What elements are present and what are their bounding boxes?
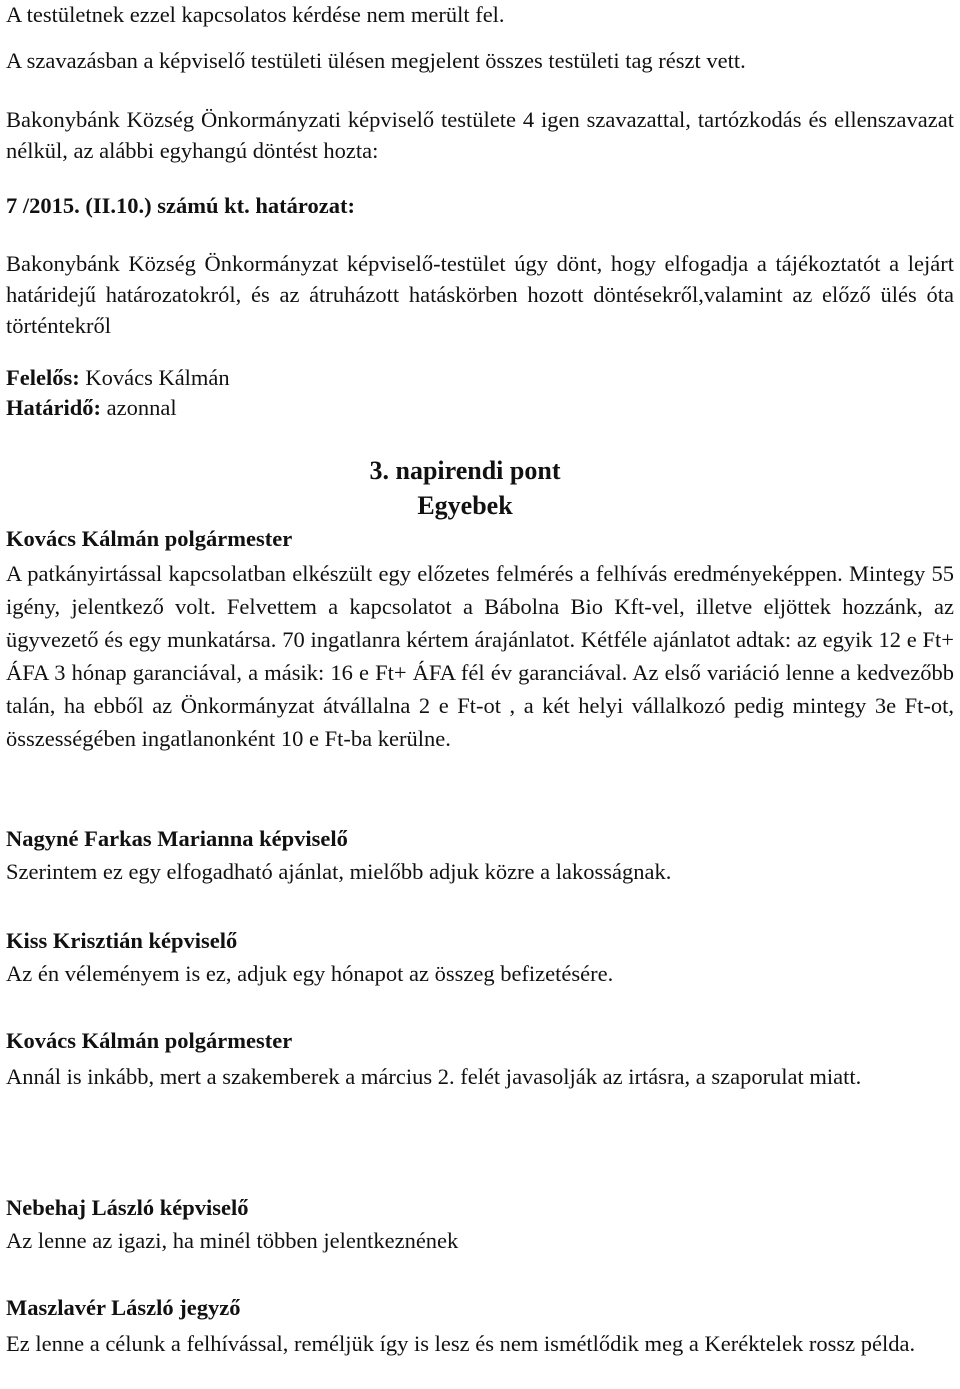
speaker-name: Kovács Kálmán polgármester: [6, 526, 293, 551]
speaker-name: Nebehaj László képviselő: [6, 1195, 249, 1220]
responsible-value: Kovács Kálmán: [79, 365, 230, 390]
resolution-text: Bakonybánk Község Önkormányzat képviselő-testület úgy dönt, hogy elfogadja a tájékoztatót a lejárt határidejű határozatokról, és az átruházott hatáskörben hozott döntésekről,valamint az előző ülés óta történtekről: [6, 251, 954, 338]
deadline-value: azonnal: [101, 395, 177, 420]
speech-text: Az lenne az igazi, ha minél többen jelentkeznének: [6, 1228, 459, 1253]
speech-text: Szerintem ez egy elfogadható ajánlat, mielőbb adjuk közre a lakosságnak.: [6, 859, 672, 884]
agenda-number: 3. napirendi pont: [369, 456, 561, 485]
responsible-label: Felelős:: [6, 365, 80, 390]
deadline-label: Határidő:: [6, 395, 101, 420]
speaker-name: Nagyné Farkas Marianna képviselő: [6, 826, 348, 851]
speaker-name: Kiss Krisztián képviselő: [6, 928, 238, 953]
vote-statement: Bakonybánk Község Önkormányzati képviselő testülete 4 igen szavazattal, tartózkodás és ellenszavazat nélkül, az alábbi egyhangú döntést hozta:: [6, 107, 954, 163]
intro-line-2: A szavazásban a képviselő testületi ülésen megjelent összes testületi tag részt vett.: [6, 48, 746, 73]
deadline-line: [6, 395, 177, 421]
speech-text: Ez lenne a célunk a felhívással, reméljük így is lesz és nem ismétlődik meg a Keréktelek rossz példa.: [6, 1331, 916, 1356]
speaker-name: Maszlavér László jegyző: [6, 1295, 241, 1320]
responsible-line: [6, 365, 230, 391]
agenda-title: Egyebek: [417, 491, 513, 520]
speech-text: Az én véleményem is ez, adjuk egy hónapot az összeg befizetésére.: [6, 961, 614, 986]
speech-text: A patkányirtással kapcsolatban elkészült egy előzetes felmérés a felhívás eredményeképpen. Mintegy 55 igény, jelentkező volt. Felvettem a kapcsolatot a Bábolna Bio Kft-vel, illetve eljöttek hozzánk, az ügyvezető és egy munkatársa. 70 ingatlanra kértem árajánlatot. Kétféle ajánlatot adtak: az egyik 12 e Ft+ ÁFA 3 hónap garanciával, a másik: 16 e Ft+ ÁFA fél év garanciával. Az első variáció lenne a kedvezőbb talán, ha ebből az Önkormányzat átvállalna 2 e Ft-ot , a két helyi vállalkozó pedig mintegy 3e Ft-ot, összességében ingatlanonként 10 e Ft-ba kerülne.: [6, 561, 954, 751]
resolution-title: 7 /2015. (II.10.) számú kt. határozat:: [6, 193, 355, 218]
intro-line-1: A testületnek ezzel kapcsolatos kérdése nem merült fel.: [6, 2, 505, 27]
speech-text: Annál is inkább, mert a szakemberek a március 2. felét javasolják az irtásra, a szaporulat miatt.: [6, 1064, 862, 1089]
speaker-name: Kovács Kálmán polgármester: [6, 1028, 293, 1053]
